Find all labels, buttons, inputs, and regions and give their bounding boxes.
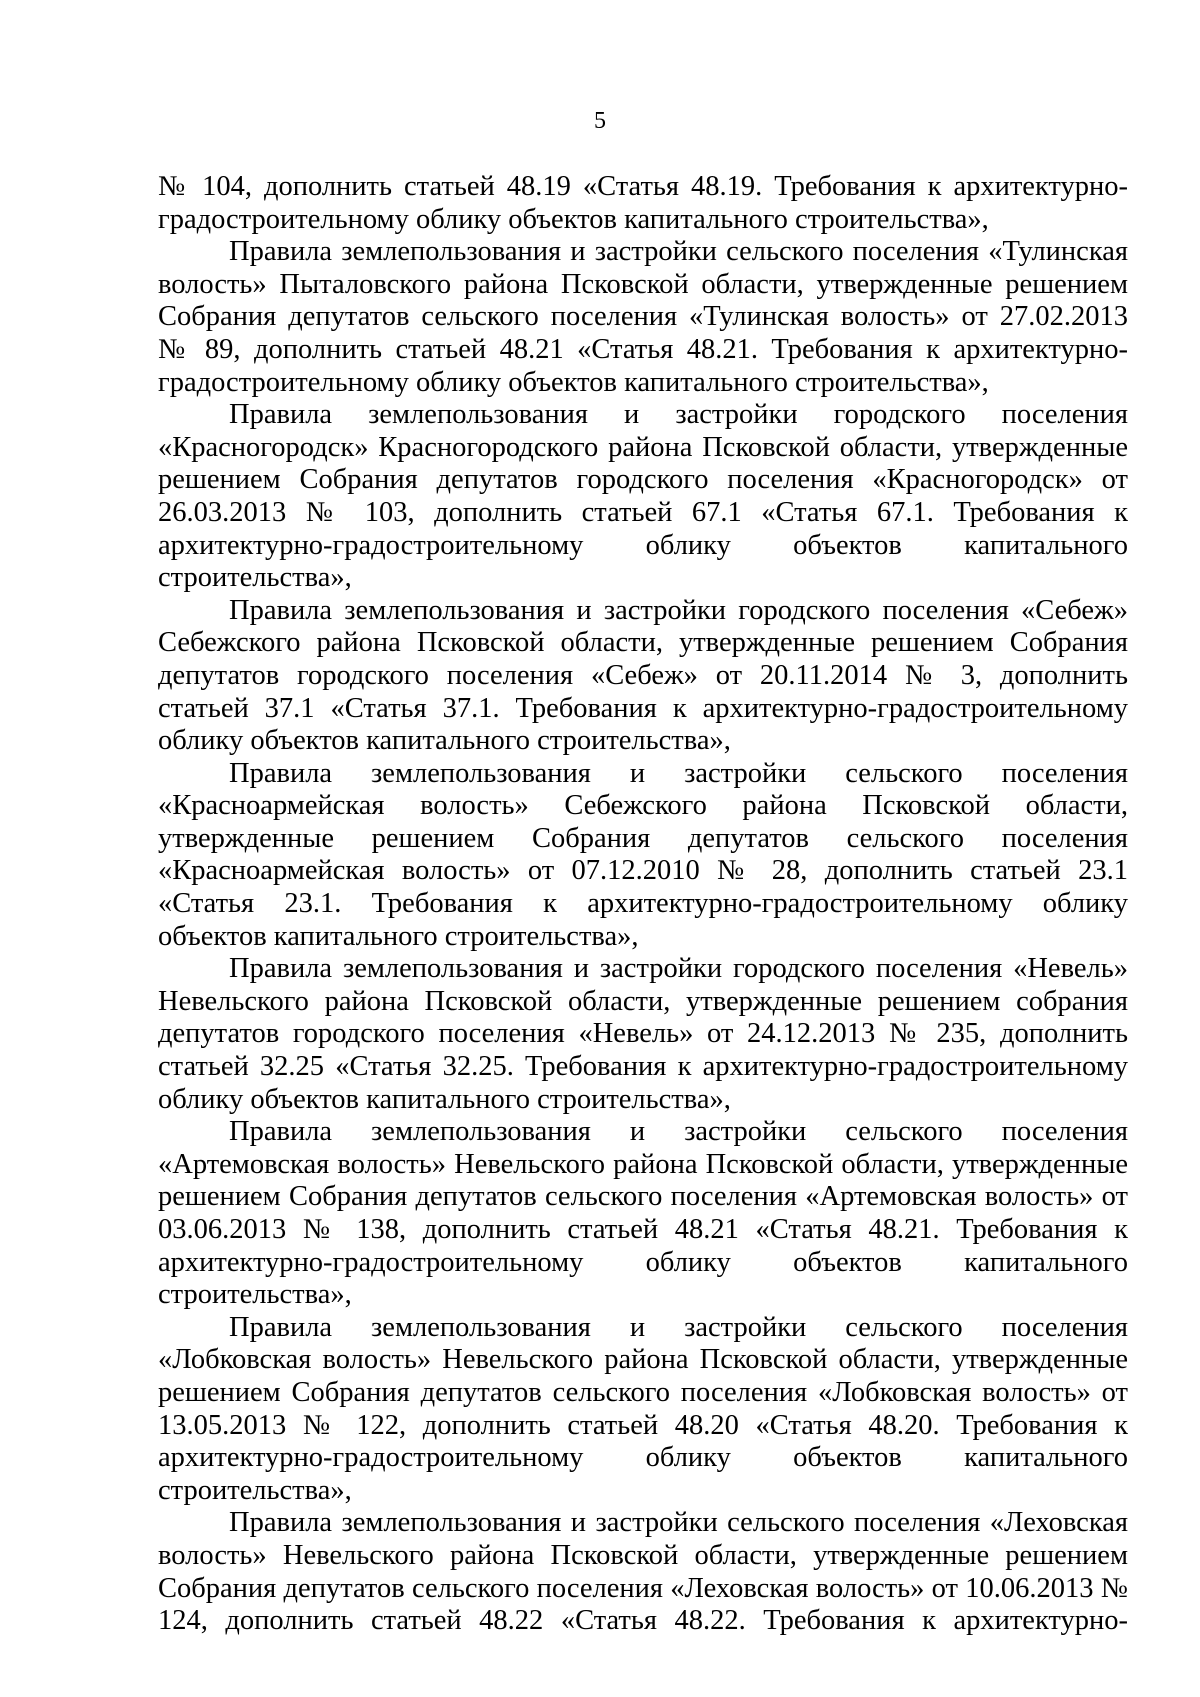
paragraph-2: Правила землепользования и застройки сельского поселения «Тулинская волость» Пыталовского района Псковской области, утвержденные решением Собрания депутатов сельского поселения «Тулинская волость» от 27.02.2013 № 89, дополнить статьей 48.21 «Статья 48.21. Требования к архитектурно-градостроительному облику объектов капитального строительства», [158, 236, 1128, 398]
page-number: 5 [594, 108, 606, 134]
paragraph-3: Правила землепользования и застройки городского поселения «Красногородск» Красногородского района Псковской области, утвержденные решением Собрания депутатов городского поселения «Красногородск» от 26.03.2013 № 103, дополнить статьей 67.1 «Статья 67.1. Требования к архитектурно-градостроительному облику объектов капитального строительства», [158, 399, 1128, 594]
paragraph-8: Правила землепользования и застройки сельского поселения «Лобковская волость» Невельского района Псковской области, утвержденные решением Собрания депутатов сельского поселения «Лобковская волость» от 13.05.2013 № 122, дополнить статьей 48.20 «Статья 48.20. Требования к архитектурно-градостроительному облику объектов капитального строительства», [158, 1311, 1128, 1506]
paragraph-6: Правила землепользования и застройки городского поселения «Невель» Невельского района Псковской области, утвержденные решением собрания депутатов городского поселения «Невель» от 24.12.2013 № 235, дополнить статьей 32.25 «Статья 32.25. Требования к архитектурно-градостроительному облику объектов капитального строительства», [158, 953, 1128, 1115]
document-body [158, 171, 1128, 1638]
paragraph-5: Правила землепользования и застройки сельского поселения «Красноармейская волость» Себежского района Псковской области, утвержденные решением Собрания депутатов сельского поселения «Красноармейская волость» от 07.12.2010 № 28, дополнить статьей 23.1 «Статья 23.1. Требования к архитектурно-градостроительному облику объектов капитального строительства», [158, 757, 1128, 952]
paragraph-9: Правила землепользования и застройки сельского поселения «Леховская волость» Невельского района Псковской области, утвержденные решением Собрания депутатов сельского поселения «Леховская волость» от 10.06.2013 № 124, дополнить статьей 48.22 «Статья 48.22. Требования к архитектурно- [158, 1507, 1128, 1637]
paragraph-7: Правила землепользования и застройки сельского поселения «Артемовская волость» Невельского района Псковской области, утвержденные решением Собрания депутатов сельского поселения «Артемовская волость» от 03.06.2013 № 138, дополнить статьей 48.21 «Статья 48.21. Требования к архитектурно-градостроительному облику объектов капитального строительства», [158, 1116, 1128, 1311]
paragraph-1: № 104, дополнить статьей 48.19 «Статья 48.19. Требования к архитектурно-градостроительному облику объектов капитального строительства», [158, 171, 1128, 235]
paragraph-4: Правила землепользования и застройки городского поселения «Себеж» Себежского района Псковской области, утвержденные решением Собрания депутатов городского поселения «Себеж» от 20.11.2014 № 3, дополнить статьей 37.1 «Статья 37.1. Требования к архитектурно-градостроительному облику объектов капитального строительства», [158, 594, 1128, 757]
